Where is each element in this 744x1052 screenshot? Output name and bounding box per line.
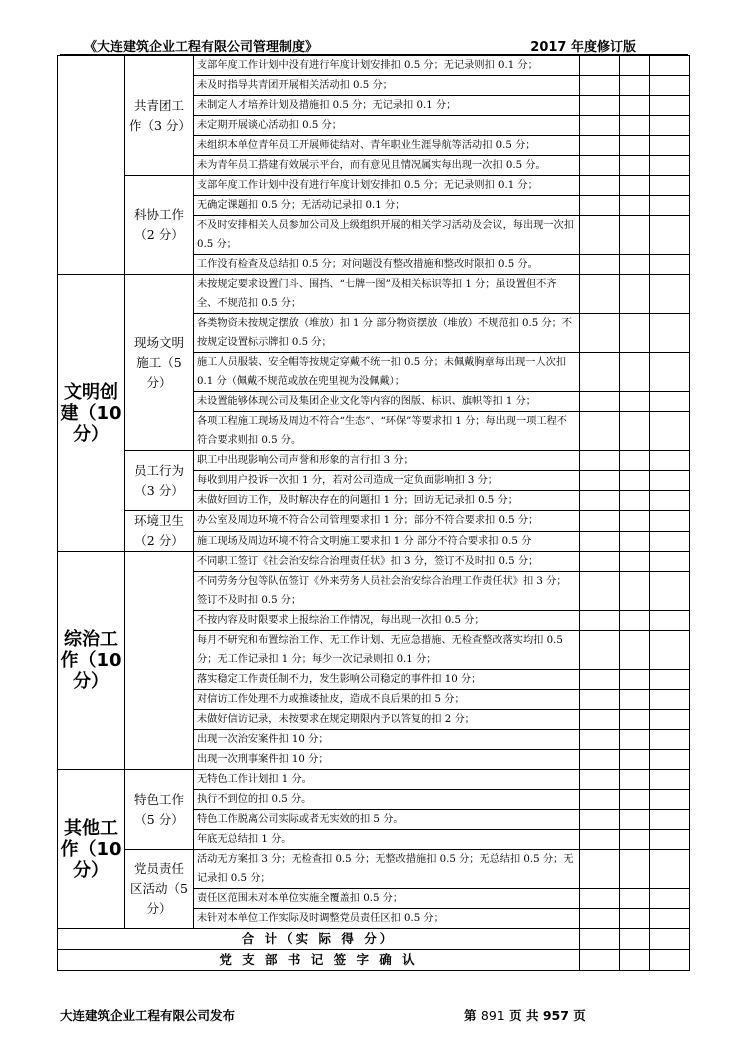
score-cell[interactable] [580,471,620,491]
header-title: 《大连建筑企业工程有限公司管理制度》 [84,40,319,55]
table-row [58,552,690,572]
score-cell[interactable] [580,909,620,929]
page-current: 891 [480,1008,505,1023]
score-cell[interactable] [650,216,690,255]
score-cell[interactable] [580,116,620,136]
score-cell[interactable] [580,730,620,750]
score-cell[interactable] [580,314,620,353]
criterion-text: 支部年度工作计划中没有进行年度计划安排扣 0.5 分；无记录则扣 0.1 分； [194,56,580,76]
score-cell[interactable] [650,810,690,830]
score-cell[interactable] [650,196,690,216]
signature-cell[interactable] [620,950,650,971]
score-cell[interactable] [650,750,690,770]
score-cell[interactable] [620,572,650,611]
subcategory-label: 党员责任区活动（5 分） [125,850,194,929]
score-cell[interactable] [620,830,650,850]
score-cell[interactable] [620,116,650,136]
page-prefix: 第 [464,1008,477,1023]
score-cell[interactable] [620,196,650,216]
score-cell[interactable] [650,889,690,909]
score-cell[interactable] [620,216,650,255]
score-cell[interactable] [650,770,690,790]
criterion-text: 不及时安排相关人员参加公司及上级组织开展的相关学习活动及会议，每出现一次扣 0.5 分； [194,216,580,255]
criterion-text: 出现一次治安案件扣 10 分； [194,730,580,750]
criterion-text: 对信访工作处理不力或推诿扯皮，造成不良后果的扣 5 分； [194,690,580,710]
criterion-text: 每收到用户投诉一次扣 1 分，若对公司造成一定负面影响扣 3 分； [194,471,580,491]
score-cell[interactable] [650,850,690,889]
score-cell[interactable] [620,810,650,830]
signature-label: 党 支 部 书 记 签 字 确 认 [58,950,580,971]
score-cell[interactable] [650,491,690,511]
header-version: 2017 年度修订版 [530,40,636,55]
score-cell[interactable] [650,710,690,730]
score-cell[interactable] [650,314,690,353]
table-row [58,511,690,532]
score-cell[interactable] [580,392,620,412]
criterion-text: 工作没有检查及总结扣 0.5 分；对问题没有整改措施和整改时限扣 0.5 分。 [194,255,580,275]
page-footer [60,1006,688,1022]
score-cell[interactable] [620,76,650,96]
criterion-text: 未针对本单位工作实际及时调整党员责任区扣 0.5 分； [194,909,580,929]
score-cell[interactable] [620,909,650,929]
score-cell[interactable] [580,690,620,710]
criterion-text: 出现一次刑事案件扣 10 分； [194,750,580,770]
score-cell[interactable] [650,531,690,552]
score-cell[interactable] [650,451,690,471]
score-cell[interactable] [650,830,690,850]
score-cell[interactable] [580,572,620,611]
table-row [58,850,690,889]
scoring-table [57,55,690,971]
score-cell[interactable] [620,770,650,790]
score-cell[interactable] [620,670,650,690]
score-cell[interactable] [580,96,620,116]
page-header [84,36,682,55]
criterion-text: 不同劳务分包等队伍签订《外来劳务人员社会治安综合治理工作责任状》扣 3 分；签订不及时扣 0.5 分； [194,572,580,611]
score-cell[interactable] [620,730,650,750]
criterion-text: 支部年度工作计划中没有进行年度计划安排扣 0.5 分；无记录则扣 0.1 分； [194,176,580,196]
criterion-text: 职工中出现影响公司声誉和形象的言行扣 3 分； [194,451,580,471]
score-cell[interactable] [620,353,650,392]
score-cell[interactable] [650,275,690,314]
score-cell[interactable] [650,929,690,950]
criterion-text: 不同职工签订《社会治安综合治理责任状》扣 3 分，签订不及时扣 0.5 分； [194,552,580,572]
score-cell[interactable] [650,96,690,116]
signature-row [58,950,690,971]
score-cell[interactable] [650,156,690,176]
score-cell[interactable] [620,275,650,314]
category-label: 文明创建（10 分） [58,275,125,552]
score-cell[interactable] [620,850,650,889]
criterion-text: 年底无总结扣 1 分。 [194,830,580,850]
score-cell[interactable] [650,353,690,392]
score-cell[interactable] [580,631,620,670]
score-cell[interactable] [620,176,650,196]
score-cell[interactable] [650,631,690,670]
score-cell[interactable] [620,451,650,471]
score-cell[interactable] [620,929,650,950]
criterion-text: 未设置能够体现公司及集团企业文化等内容的图版、标识、旗帜等扣 1 分； [194,392,580,412]
criterion-text: 各类物资未按规定摆放（堆放）扣 1 分 部分物资摆放（堆放）不规范扣 0.5 分；不按规定设置标示牌扣 0.5 分； [194,314,580,353]
subcategory-label: 现场文明施工（5 分） [125,275,194,451]
score-cell[interactable] [620,392,650,412]
criterion-text: 落实稳定工作责任制不力，发生影响公司稳定的事件扣 10 分； [194,670,580,690]
score-cell[interactable] [620,56,650,76]
score-cell[interactable] [580,216,620,255]
criterion-text: 未组织本单位青年员工开展师徒结对、青年职业生涯导航等活动扣 0.5 分； [194,136,580,156]
score-cell[interactable] [620,631,650,670]
score-cell[interactable] [650,552,690,572]
score-cell[interactable] [620,156,650,176]
signature-cell[interactable] [580,950,620,971]
table-row [58,451,690,471]
score-cell[interactable] [580,611,620,631]
page-mid: 页 共 [509,1008,539,1023]
category-label: 综治工作（10 分） [58,552,125,770]
score-cell[interactable] [620,491,650,511]
criterion-text: 各项工程施工现场及周边不符合“生态”、“环保”等要求扣 1 分；每出现一项工程不符合要求则扣 0.5 分。 [194,412,580,451]
score-cell[interactable] [580,889,620,909]
score-cell[interactable] [650,690,690,710]
score-cell[interactable] [620,96,650,116]
score-cell[interactable] [580,275,620,314]
criterion-text: 未按规定要求设置门斗、围挡、“七牌一图”及相关标识等扣 1 分；虽设置但不齐全、不规范扣 0.5 分； [194,275,580,314]
score-cell[interactable] [620,552,650,572]
score-cell[interactable] [580,196,620,216]
score-cell[interactable] [580,710,620,730]
score-cell[interactable] [580,850,620,889]
score-cell[interactable] [650,511,690,532]
score-cell[interactable] [580,929,620,950]
score-cell[interactable] [620,690,650,710]
table-row [58,176,690,196]
score-cell[interactable] [580,810,620,830]
score-cell[interactable] [620,531,650,552]
score-cell[interactable] [650,176,690,196]
page-total: 957 [542,1008,569,1023]
criterion-text: 不按内容及时限要求上报综治工作情况，每出现一次扣 0.5 分； [194,611,580,631]
score-cell[interactable] [580,750,620,770]
subcategory-label: 共青团工作（3 分） [125,56,194,176]
table-row [58,56,690,76]
score-cell[interactable] [650,392,690,412]
score-cell[interactable] [650,790,690,810]
score-cell[interactable] [620,710,650,730]
score-cell[interactable] [580,790,620,810]
subcategory-label: 环境卫生（2 分） [125,511,194,552]
subcategory-label: 特色工作（5 分） [125,770,194,850]
score-cell[interactable] [650,412,690,451]
score-cell[interactable] [650,76,690,96]
score-cell[interactable] [650,572,690,611]
score-cell[interactable] [580,56,620,76]
score-cell[interactable] [580,156,620,176]
criterion-text: 执行不到位的扣 0.5 分。 [194,790,580,810]
score-cell[interactable] [580,136,620,156]
criterion-text: 未定期开展谈心活动扣 0.5 分； [194,116,580,136]
signature-cell[interactable] [650,950,690,971]
criterion-text: 未为青年员工搭建有效展示平台，而有意见且情况属实每出现一次扣 0.5 分。 [194,156,580,176]
score-cell[interactable] [650,116,690,136]
score-cell[interactable] [650,136,690,156]
score-cell[interactable] [650,670,690,690]
total-row [58,929,690,950]
score-cell[interactable] [650,730,690,750]
footer-publisher: 大连建筑企业工程有限公司发布 [60,1008,236,1023]
score-cell[interactable] [620,136,650,156]
score-cell[interactable] [620,511,650,532]
criterion-text: 未做好信访记录，未按要求在规定期限内予以答复的扣 2 分； [194,710,580,730]
category-label: 其他工作（10 分） [58,770,125,929]
total-label: 合 计（实 际 得 分） [58,929,580,950]
score-cell[interactable] [620,314,650,353]
score-cell[interactable] [650,471,690,491]
category-label [58,56,125,275]
score-cell[interactable] [580,670,620,690]
score-cell[interactable] [580,76,620,96]
subcategory-label: 科协工作（2 分） [125,176,194,275]
criterion-text: 未做好回访工作，及时解决存在的问题扣 1 分；回访无记录扣 0.5 分； [194,491,580,511]
score-cell[interactable] [620,790,650,810]
criterion-text: 每月不研究和布置综治工作、无工作计划、无应急措施、无检查整改落实均扣 0.5 分；无工作记录扣 1 分；每少一次记录则扣 0.1 分； [194,631,580,670]
criterion-text: 责任区范围未对本单位实施全覆盖扣 0.5 分； [194,889,580,909]
criterion-text: 活动无方案扣 3 分；无检查扣 0.5 分；无整改措施扣 0.5 分；无总结扣 0.5 分；无记录扣 0.5 分； [194,850,580,889]
criterion-text: 施工现场及周边环境不符合文明施工要求扣 1 分 部分不符合要求扣 0.5 分 [194,531,580,552]
criterion-text: 特色工作脱离公司实际或者无实效的扣 5 分。 [194,810,580,830]
scoring-table-body [58,56,690,929]
score-cell[interactable] [620,255,650,275]
criterion-text: 无确定课题扣 0.5 分；无活动记录扣 0.1 分； [194,196,580,216]
score-cell[interactable] [650,611,690,631]
criterion-text: 无特色工作计划扣 1 分。 [194,770,580,790]
score-cell[interactable] [580,176,620,196]
score-cell[interactable] [580,770,620,790]
page-suffix: 页 [573,1008,586,1023]
score-cell[interactable] [650,255,690,275]
score-cell[interactable] [580,552,620,572]
criterion-text: 未制定人才培养计划及措施扣 0.5 分；无记录扣 0.1 分； [194,96,580,116]
score-cell[interactable] [620,471,650,491]
table-row [58,770,690,790]
subcategory-label [125,552,194,770]
score-cell[interactable] [580,491,620,511]
score-cell[interactable] [580,353,620,392]
score-cell[interactable] [650,56,690,76]
score-cell[interactable] [580,451,620,471]
score-cell[interactable] [650,909,690,929]
score-cell[interactable] [620,412,650,451]
criterion-text: 办公室及周边环境不符合公司管理要求扣 1 分；部分不符合要求扣 0.5 分； [194,511,580,532]
subcategory-label: 员工行为（3 分） [125,451,194,511]
page-number [464,1006,586,1024]
score-cell[interactable] [580,511,620,532]
score-cell[interactable] [580,255,620,275]
score-cell[interactable] [620,750,650,770]
criterion-text: 施工人员服装、安全帽等按规定穿戴不统一扣 0.5 分；未佩戴胸章每出现一人次扣 0.1 分（佩戴不规范或放在兜里视为没佩戴）； [194,353,580,392]
score-cell[interactable] [620,611,650,631]
score-cell[interactable] [580,412,620,451]
score-cell[interactable] [620,889,650,909]
table-row [58,275,690,314]
score-cell[interactable] [580,830,620,850]
score-cell[interactable] [580,531,620,552]
criterion-text: 未及时指导共青团开展相关活动扣 0.5 分； [194,76,580,96]
